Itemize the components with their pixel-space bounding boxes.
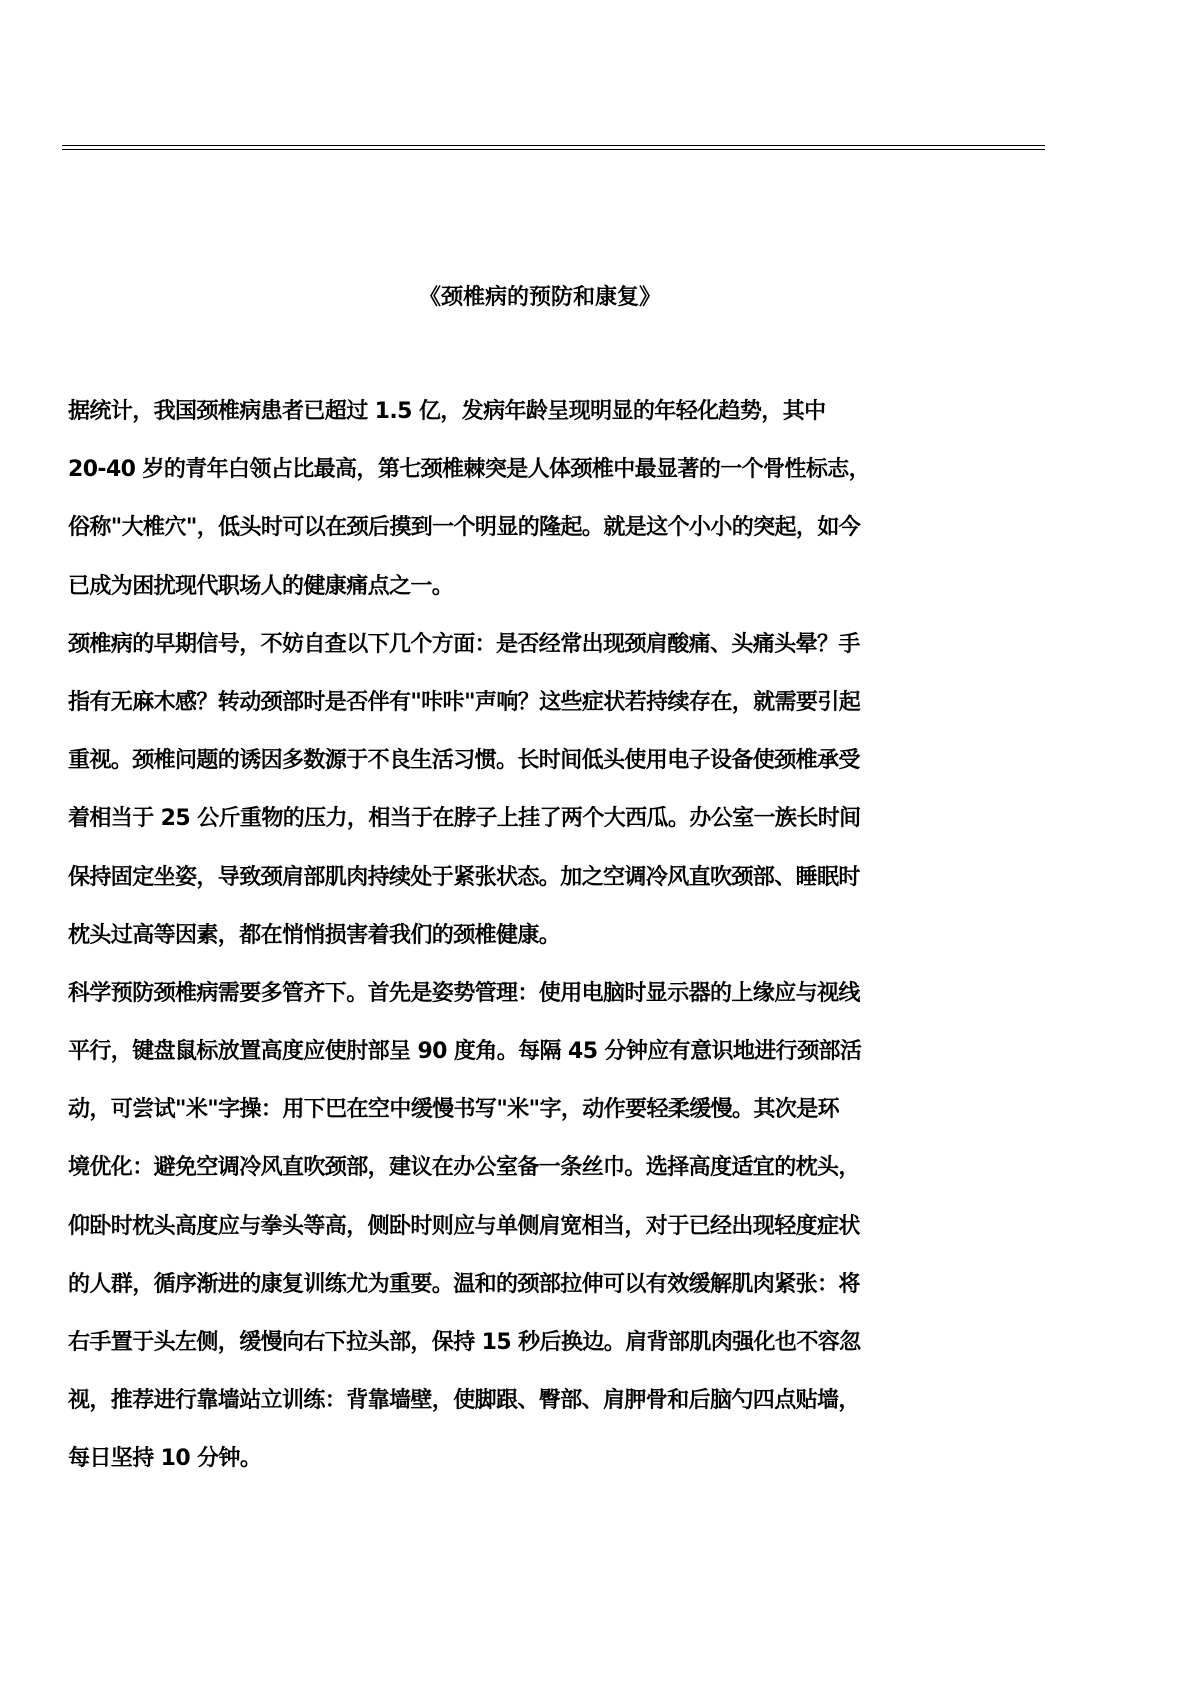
body-line: 俗称"大椎穴"，低头时可以在颈后摸到一个明显的隆起。就是这个小小的突起，如今 — [68, 515, 861, 541]
body-line: 指有无麻木感？转动颈部时是否伴有"咔咔"声响？这些症状若持续存在，就需要引起 — [68, 689, 861, 715]
body-line: 着相当于 25 公斤重物的压力，相当于在脖子上挂了两个大西瓜。办公室一族长时间 — [68, 806, 861, 832]
body-line: 视，推荐进行靠墙站立训练：背靠墙壁，使脚跟、臀部、肩胛骨和后脑勺四点贴墙， — [68, 1388, 860, 1414]
body-line: 每日坚持 10 分钟。 — [68, 1446, 262, 1472]
body-line: 右手置于头左侧，缓慢向右下拉头部，保持 15 秒后换边。肩背部肌肉强化也不容忽 — [68, 1330, 861, 1355]
body-line: 枕头过高等因素，都在悄悄损害着我们的颈椎健康。 — [68, 922, 561, 948]
header-rule-top — [62, 145, 1045, 146]
header-rule-bottom — [62, 149, 1045, 150]
body-line: 的人群，循序渐进的康复训练尤为重要。温和的颈部拉伸可以有效缓解肌肉紧张：将 — [68, 1271, 860, 1297]
body-line: 科学预防颈椎病需要多管齐下。首先是姿势管理：使用电脑时显示器的上缘应与视线 — [68, 980, 860, 1006]
body-line: 仰卧时枕头高度应与拳头等高，侧卧时则应与单侧肩宽相当，对于已经出现轻度症状 — [68, 1213, 860, 1239]
document-title: 《颈椎病的预防和康复》 — [418, 285, 661, 310]
body-line: 保持固定坐姿，导致颈肩部肌肉持续处于紧张状态。加之空调冷风直吹颈部、睡眠时 — [68, 864, 860, 890]
body-line: 境优化：避免空调冷风直吹颈部，建议在办公室备一条丝巾。选择高度适宜的枕头， — [68, 1155, 860, 1181]
body-line: 重视。颈椎问题的诱因多数源于不良生活习惯。长时间低头使用电子设备使颈椎承受 — [68, 748, 860, 774]
body-line: 20-40 岁的青年白领占比最高，第七颈椎棘突是人体颈椎中最显著的一个骨性标志， — [68, 457, 871, 483]
body-line: 动，可尝试"米"字操：用下巴在空中缓慢书写"米"字，动作要轻柔缓慢。其次是环 — [68, 1097, 840, 1123]
document-body — [68, 392, 966, 1498]
body-line: 已成为困扰现代职场人的健康痛点之一。 — [68, 573, 454, 599]
body-line: 据统计，我国颈椎病患者已超过 1.5 亿，发病年龄呈现明显的年轻化趋势，其中 — [68, 399, 826, 424]
body-line: 颈椎病的早期信号，不妨自查以下几个方面：是否经常出现颈肩酸痛、头痛头晕？手 — [68, 631, 860, 657]
body-line: 平行，键盘鼠标放置高度应使肘部呈 90 度角。每隔 45 分钟应有意识地进行颈部活 — [68, 1039, 862, 1065]
